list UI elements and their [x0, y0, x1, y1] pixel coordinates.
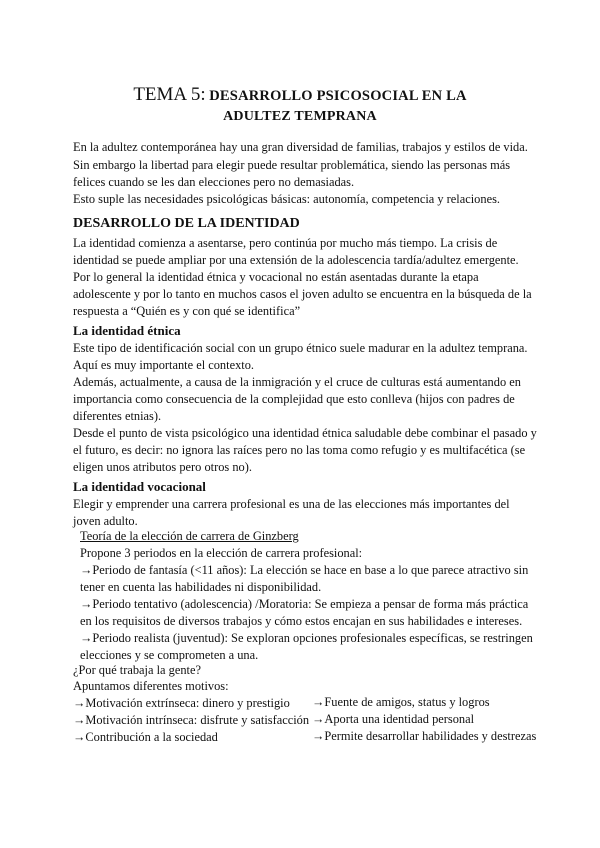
- identity-line: adolescente y por lo tanto en muchos casos el joven adulto se encuentra en la búsqueda de la: [73, 287, 532, 301]
- theory-line: elecciones y se comprometen a una.: [80, 648, 259, 662]
- section-heading-vocational: La identidad vocacional: [73, 479, 206, 494]
- identity-line: respuesta a “Quién es y con qué se identifica”: [73, 304, 301, 318]
- identity-line: identidad se puede ampliar por una extensión de la adolescencia tardía/adultez emergente.: [73, 253, 519, 267]
- intro-line: En la adultez contemporánea hay una gran diversidad de familias, trabajos y estilos de vida.: [73, 140, 528, 154]
- ethnic-line: eligen unos atributos pero otros no).: [73, 460, 252, 474]
- ethnic-line: Desde el punto de vista psicológico una identidad étnica saludable debe combinar el pasado y: [73, 426, 537, 440]
- vocational-line: joven adulto.: [73, 514, 138, 528]
- motive-left: →Motivación extrínseca: dinero y prestigio: [73, 696, 290, 710]
- ethnic-line: Este tipo de identificación social con un grupo étnico suele madurar en la adultez temprana.: [73, 341, 528, 355]
- intro-line: felices cuando se les dan elecciones pero no demasiadas.: [73, 175, 355, 189]
- page-title-line-1: [0, 84, 600, 106]
- title-line-1: DESARROLLO PSICOSOCIAL EN LA: [209, 88, 467, 104]
- theory-line: →Periodo realista (juventud): Se exploran opciones profesionales específicas, se restringen: [80, 631, 533, 645]
- motive-right: →Fuente de amigos, status y logros: [312, 695, 490, 709]
- title-line-2: ADULTEZ TEMPRANA: [223, 109, 377, 124]
- theory-line: →Periodo tentativo (adolescencia) /Moratoria: Se empieza a pensar de forma más práctica: [80, 597, 529, 611]
- ethnic-line: diferentes etnias).: [73, 409, 162, 423]
- intro-line: Sin embargo la libertad para elegir puede resultar problemática, siendo las personas más: [73, 158, 511, 172]
- theory-line: tener en cuenta las habilidades ni disponibilidad.: [80, 580, 322, 594]
- theory-line: en los requisitos de diversos trabajos y cómo estos encajan en sus habilidades e intereses.: [80, 614, 523, 628]
- ethnic-line: importancia como consecuencia de la complejidad que esto conlleva (hijos con padres de: [73, 392, 515, 406]
- motive-left: →Contribución a la sociedad: [73, 730, 218, 744]
- theory-line: →Periodo de fantasía (<11 años): La elección se hace en base a lo que parece atractivo sin: [80, 563, 529, 577]
- ethnic-line: Además, actualmente, a causa de la inmigración y el cruce de culturas está aumentando en: [73, 375, 521, 389]
- ethnic-line: el futuro, es decir: no ignora las raíces pero no las toma como refugio y es multifacética (se: [73, 443, 526, 457]
- identity-line: La identidad comienza a asentarse, pero continúa por mucho más tiempo. La crisis de: [73, 236, 498, 250]
- ethnic-line: Aquí es muy importante el contexto.: [73, 358, 255, 372]
- motive-left: →Motivación intrínseca: disfrute y satisfacción: [73, 713, 310, 727]
- motive-right: →Permite desarrollar habilidades y destrezas: [312, 729, 537, 743]
- intro-line: Esto suple las necesidades psicológicas básicas: autonomía, competencia y relaciones.: [73, 192, 500, 206]
- title-prefix: TEMA 5:: [133, 84, 206, 105]
- motive-right: →Aporta una identidad personal: [312, 712, 475, 726]
- section-heading-ethnic: La identidad étnica: [73, 323, 181, 338]
- vocational-line: Elegir y emprender una carrera profesional es una de las elecciones más importantes del: [73, 497, 510, 511]
- section-heading-identity: DESARROLLO DE LA IDENTIDAD: [73, 216, 300, 231]
- question-line: ¿Por qué trabaja la gente?: [73, 663, 201, 677]
- theory-line: Propone 3 periodos en la elección de carrera profesional:: [80, 546, 363, 560]
- identity-line: Por lo general la identidad étnica y vocacional no están asentadas durante la etapa: [73, 270, 479, 284]
- motives-intro: Apuntamos diferentes motivos:: [73, 679, 229, 693]
- theory-title: Teoría de la elección de carrera de Ginzberg: [80, 529, 299, 543]
